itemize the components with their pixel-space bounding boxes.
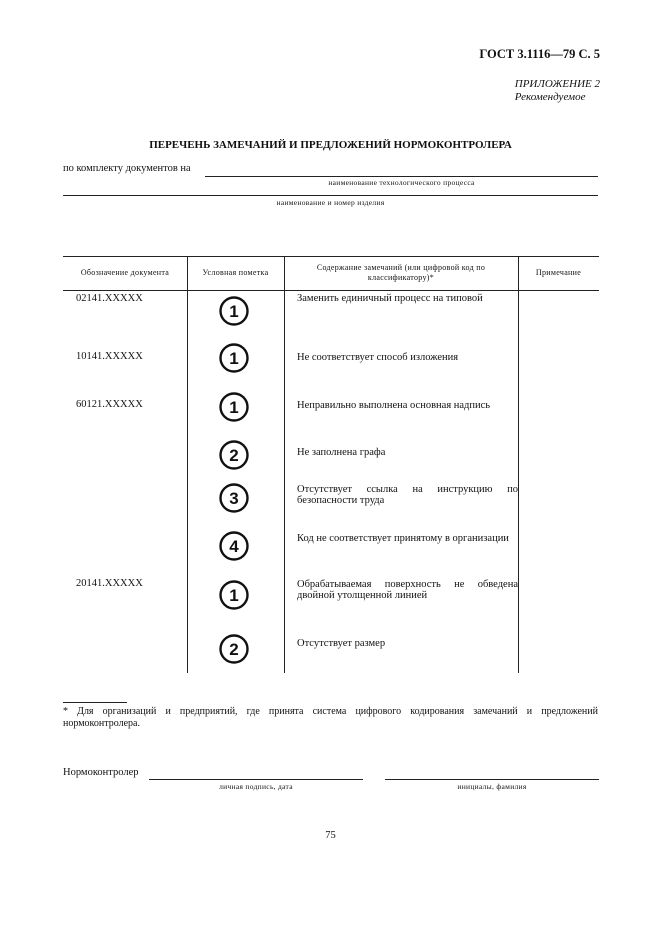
svg-text:1: 1 (229, 302, 239, 321)
name-line (385, 779, 599, 780)
kit-label: по комплекту документов на (63, 163, 191, 174)
svg-text:2: 2 (229, 640, 239, 659)
kit-name-line (205, 176, 598, 177)
column-header-document: Обозначение документа (80, 268, 170, 277)
remark-text: Не заполнена графа (297, 447, 386, 458)
product-line (63, 195, 598, 196)
standard-header: ГОСТ 3.1116—79 С. 5 (479, 47, 600, 61)
remark-text: Неправильно выполнена основная надпись (297, 400, 491, 411)
circled-mark (219, 531, 249, 561)
kit-caption-process: наименование технологического процесса (328, 178, 475, 187)
kit-caption-product: наименование и номер изделия (276, 198, 385, 207)
svg-text:4: 4 (229, 537, 239, 556)
circled-mark (219, 343, 249, 373)
remark-text: Заменить единичный процесс на типовой (297, 293, 483, 304)
signature-label: Нормоконтролер (63, 767, 139, 778)
column-divider (518, 256, 519, 673)
page-title: ПЕРЕЧЕНЬ ЗАМЕЧАНИЙ И ПРЕДЛОЖЕНИЙ НОРМОКОНТРОЛЕРА (149, 139, 512, 151)
circled-mark (219, 483, 249, 513)
svg-text:1: 1 (229, 349, 239, 368)
svg-text:1: 1 (229, 586, 239, 605)
column-header-content: Содержание замечаний (или цифровой код по классификатору)* (316, 263, 486, 282)
svg-text:1: 1 (229, 398, 239, 417)
document-designation: 02141.XXXXX (76, 293, 143, 304)
remark-text: Обрабатываемая поверхность не обведена двойной утолщенной линией (297, 579, 518, 601)
name-caption: инициалы, фамилия (457, 782, 527, 791)
column-header-note: Примечание (535, 268, 582, 277)
document-designation: 60121.XXXXX (76, 399, 143, 410)
footnote-rule (63, 702, 127, 703)
column-header-mark: Условная пометка (202, 268, 269, 277)
circled-mark (219, 440, 249, 470)
svg-text:2: 2 (229, 446, 239, 465)
appendix-block (515, 78, 600, 104)
signature-line (149, 779, 363, 780)
circled-mark (219, 392, 249, 422)
remark-text: Отсутствует размер (297, 638, 386, 649)
circled-mark (219, 296, 249, 326)
circled-mark (219, 634, 249, 664)
svg-text:3: 3 (229, 489, 239, 508)
circled-mark (219, 580, 249, 610)
column-divider (187, 256, 188, 673)
remark-text: Код не соответствует принятому в организации (297, 533, 509, 544)
page-number: 75 (325, 830, 336, 841)
remark-text: Отсутствует ссылка на инструкцию по безопасности труда (297, 484, 518, 506)
footnote: * Для организаций и предприятий, где принята система цифрового кодирования замечаний и предложений нормоконтролера. (63, 706, 598, 729)
signature-caption: личная подпись, дата (219, 782, 293, 791)
appendix-status: Рекомендуемое (514, 91, 586, 103)
remark-text: Не соответствует способ изложения (297, 352, 459, 363)
document-designation: 10141.XXXXX (76, 351, 143, 362)
document-designation: 20141.XXXXX (76, 578, 143, 589)
column-divider (284, 256, 285, 673)
appendix-label: ПРИЛОЖЕНИЕ 2 (514, 78, 600, 90)
